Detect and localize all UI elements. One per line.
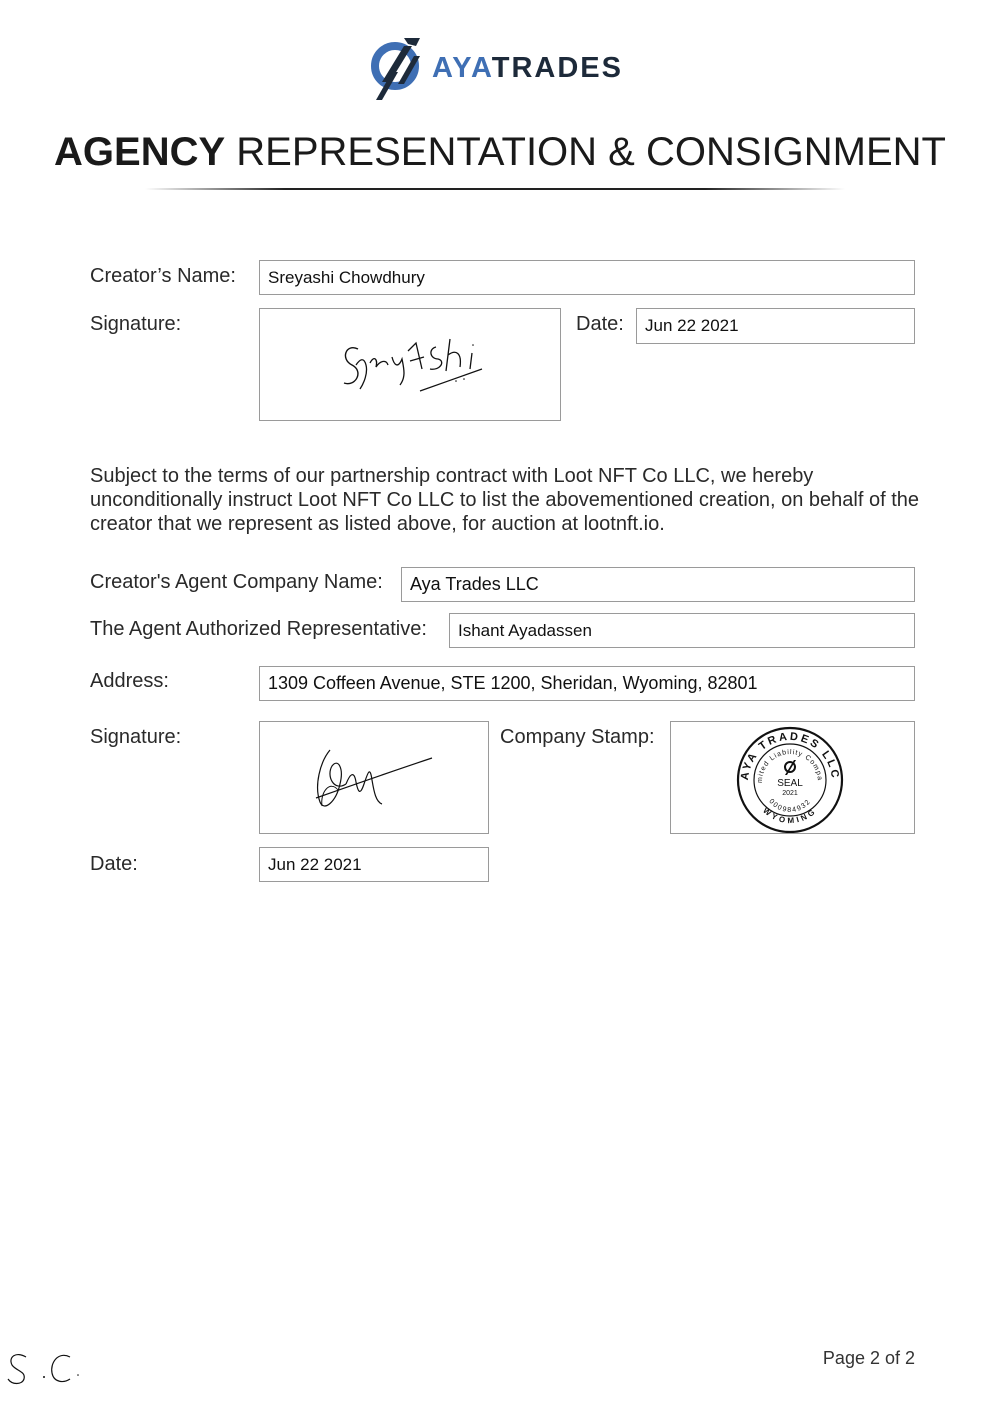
brand-name xyxy=(432,52,623,84)
creator-name-field[interactable]: Sreyashi Chowdhury xyxy=(259,260,915,295)
title-bold: AGENCY xyxy=(54,130,226,174)
creator-date-field[interactable]: Jun 22 2021 xyxy=(636,308,915,344)
company-stamp xyxy=(671,722,914,833)
address-field[interactable]: 1309 Coffeen Avenue, STE 1200, Sheridan, Wyoming, 82801 xyxy=(259,666,915,701)
agent-date-label: Date: xyxy=(90,853,138,875)
stamp-year: 2021 xyxy=(782,790,798,797)
creator-date-label: Date: xyxy=(576,313,624,335)
stamp-logo-icon xyxy=(785,760,796,775)
aya-trades-logo-icon xyxy=(375,38,420,100)
brand-aya: AYA xyxy=(432,52,492,84)
page-number: Page 2 of 2 xyxy=(822,1348,915,1368)
creator-signature-label: Signature: xyxy=(90,313,182,335)
agent-signature-label: Signature: xyxy=(90,726,182,748)
initials-handwritten xyxy=(4,1345,84,1390)
agent-rep-field[interactable]: Ishant Ayadassen xyxy=(449,613,915,648)
agent-signature xyxy=(260,722,488,833)
creator-signature xyxy=(260,309,560,420)
brand-trades: TRADES xyxy=(491,52,623,84)
creator-signature-box[interactable] xyxy=(259,308,561,421)
agent-date-field[interactable]: Jun 22 2021 xyxy=(259,847,489,882)
stamp-top-text: AYA TRADES LLC xyxy=(738,730,842,781)
company-stamp-label: Company Stamp: xyxy=(500,726,655,748)
agent-company-field[interactable]: Aya Trades LLC xyxy=(401,567,915,602)
instruction-paragraph: Subject to the terms of our partnership contract with Loot NFT Co LLC, we hereby unconditionally instruct Loot NFT Co LLC to list the abovementioned creation, on behalf of the creator that we represent as listed above, for auction at lootnft.io. xyxy=(90,465,920,535)
agent-company-label: Creator's Agent Company Name: xyxy=(90,571,383,593)
company-stamp-box[interactable] xyxy=(670,721,915,834)
stamp-inner-text: mited Liability Compa xyxy=(756,748,824,784)
agent-rep-label: The Agent Authorized Representative: xyxy=(90,618,427,640)
document-title xyxy=(0,128,1000,176)
title-rest: REPRESENTATION & CONSIGNMENT xyxy=(225,130,946,174)
stamp-number: 000984932 xyxy=(767,798,813,814)
address-label: Address: xyxy=(90,670,169,692)
stamp-seal: SEAL xyxy=(777,778,803,789)
creator-name-label: Creator’s Name: xyxy=(90,265,236,287)
title-divider xyxy=(145,188,845,190)
agent-signature-box[interactable] xyxy=(259,721,489,834)
stamp-bottom-text: WYOMING xyxy=(761,805,819,826)
